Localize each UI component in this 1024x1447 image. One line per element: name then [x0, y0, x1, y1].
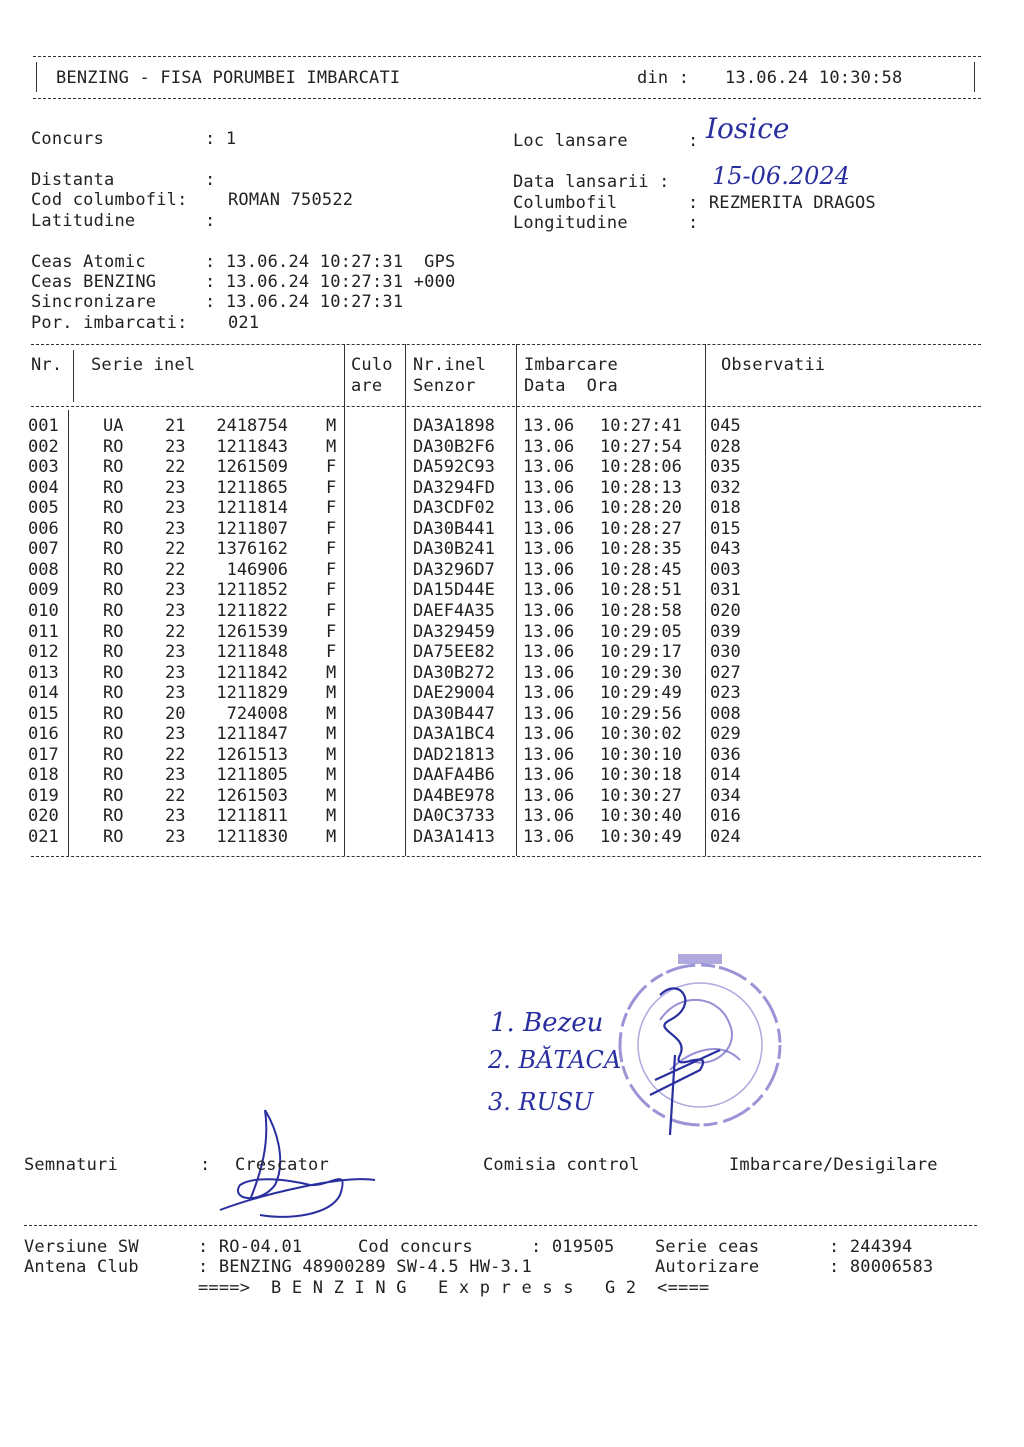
concurs-label: Concurs	[31, 129, 105, 149]
row-date: 13.06	[523, 621, 575, 642]
document-title: BENZING - FISA PORUMBEI IMBARCATI	[56, 68, 401, 88]
row-nr: 001	[28, 416, 59, 436]
row-year: 23	[165, 765, 186, 786]
row-nr: 005	[28, 498, 59, 519]
row-date: 13.06	[523, 600, 575, 621]
row-observatii: 045	[710, 416, 741, 436]
row-sex: F	[326, 580, 337, 601]
row-observatii: 024	[710, 827, 741, 847]
row-nr: 006	[28, 518, 59, 539]
row-country: RO	[103, 559, 124, 580]
col-sep-1-head	[73, 350, 74, 402]
row-year: 23	[165, 683, 186, 704]
row-observatii: 008	[710, 703, 741, 724]
row-sensor: DA30B447	[413, 703, 495, 724]
longitudine-label: Longitudine	[513, 213, 628, 233]
row-time: 10:28:27	[600, 518, 682, 539]
col-data-ora-header: Data Ora	[524, 376, 618, 396]
antena-club-label: Antena Club	[24, 1257, 139, 1277]
row-time: 10:29:49	[600, 683, 682, 704]
header-right-border	[974, 62, 975, 92]
row-time: 10:28:51	[600, 580, 682, 601]
row-year: 22	[165, 539, 186, 560]
concurs-value: : 1	[205, 129, 237, 149]
row-sensor: DA75EE82	[413, 642, 495, 663]
row-country: RO	[103, 518, 124, 539]
crescator-label: Crescator	[235, 1155, 329, 1175]
serie-ceas-value: : 244394	[829, 1237, 913, 1257]
row-sensor: DA30B241	[413, 539, 495, 560]
row-country: RO	[103, 724, 124, 745]
row-country: UA	[103, 416, 124, 436]
ceas-benzing-label: Ceas BENZING	[31, 272, 157, 292]
latitudine-label: Latitudine	[31, 211, 136, 231]
row-observatii: 035	[710, 457, 741, 478]
row-observatii: 014	[710, 765, 741, 786]
row-date: 13.06	[523, 416, 575, 436]
row-sensor: DA3294FD	[413, 477, 495, 498]
row-sensor: DAD21813	[413, 744, 495, 765]
row-observatii: 039	[710, 621, 741, 642]
col-imbarcare-header: Imbarcare	[524, 355, 618, 375]
row-sex: M	[326, 744, 337, 765]
row-year: 23	[165, 580, 186, 601]
row-ring: 1211865	[216, 477, 288, 498]
row-nr: 016	[28, 724, 59, 745]
row-observatii: 031	[710, 580, 741, 601]
versiune-sw-label: Versiune SW	[24, 1237, 139, 1257]
table-header-rule	[31, 406, 981, 407]
cod-columbofil-label: Cod columbofil:	[31, 190, 188, 210]
col-culoare-header-2: are	[351, 376, 383, 396]
row-sensor: DA3CDF02	[413, 498, 495, 519]
row-time: 10:28:35	[600, 539, 682, 560]
row-sex: M	[326, 765, 337, 786]
row-ring: 1261513	[216, 744, 288, 765]
row-sex: F	[326, 518, 337, 539]
col-nr-header: Nr.	[31, 355, 63, 375]
sincronizare-value: : 13.06.24 10:27:31	[205, 292, 404, 312]
row-date: 13.06	[523, 518, 575, 539]
row-observatii: 003	[710, 559, 741, 580]
cod-concurs-value: : 019505	[531, 1237, 615, 1257]
sincronizare-label: Sincronizare	[31, 292, 157, 312]
table-row	[0, 498, 800, 519]
table-row	[0, 580, 800, 601]
antena-club-value: : BENZING 48900289 SW-4.5 HW-3.1	[198, 1257, 532, 1277]
row-sensor: DA15D44E	[413, 580, 495, 601]
distanta-label: Distanta	[31, 170, 115, 190]
row-year: 23	[165, 724, 186, 745]
row-year: 23	[165, 518, 186, 539]
row-sensor: DA592C93	[413, 457, 495, 478]
cod-concurs-label: Cod concurs	[358, 1237, 473, 1257]
ceas-atomic-value: : 13.06.24 10:27:31 GPS	[205, 252, 456, 272]
table-row	[0, 663, 800, 684]
row-sex: M	[326, 806, 337, 827]
row-time: 10:29:56	[600, 703, 682, 724]
ceas-atomic-label: Ceas Atomic	[31, 252, 146, 272]
row-date: 13.06	[523, 724, 575, 745]
row-ring: 1211807	[216, 518, 288, 539]
row-ring: 1211842	[216, 662, 288, 683]
row-observatii: 016	[710, 806, 741, 827]
row-sex: F	[326, 642, 337, 663]
col-senzor-header: Senzor	[413, 376, 476, 396]
row-observatii: 015	[710, 518, 741, 539]
row-nr: 002	[28, 436, 59, 457]
row-time: 10:28:13	[600, 477, 682, 498]
header-left-border	[36, 62, 37, 92]
col-nrinel-header: Nr.inel	[413, 355, 487, 375]
row-nr: 009	[28, 580, 59, 601]
commission-name-1: 1. Bezeu	[490, 1008, 604, 1038]
row-year: 22	[165, 559, 186, 580]
cod-columbofil-value: ROMAN 750522	[228, 190, 354, 210]
row-country: RO	[103, 477, 124, 498]
row-date: 13.06	[523, 827, 575, 847]
serie-ceas-label: Serie ceas	[655, 1237, 760, 1257]
row-date: 13.06	[523, 539, 575, 560]
row-time: 10:27:54	[600, 436, 682, 457]
row-ring: 1211852	[216, 580, 288, 601]
row-date: 13.06	[523, 785, 575, 806]
date-label: din :	[637, 68, 690, 88]
row-sensor: DAE29004	[413, 683, 495, 704]
semnaturi-label: Semnaturi	[24, 1155, 118, 1175]
autorizare-value: : 80006583	[829, 1257, 934, 1277]
row-time: 10:29:17	[600, 642, 682, 663]
row-year: 22	[165, 744, 186, 765]
comisia-control-label: Comisia control	[483, 1155, 640, 1175]
row-year: 22	[165, 457, 186, 478]
row-sensor: DA0C3733	[413, 806, 495, 827]
row-country: RO	[103, 436, 124, 457]
row-sex: F	[326, 457, 337, 478]
row-date: 13.06	[523, 457, 575, 478]
columbofil-value: : REZMERITA DRAGOS	[688, 193, 876, 213]
row-country: RO	[103, 498, 124, 519]
row-sex: M	[326, 416, 337, 436]
row-sensor: DAEF4A35	[413, 600, 495, 621]
row-nr: 020	[28, 806, 59, 827]
table-row	[0, 827, 800, 848]
loc-lansare-colon: :	[688, 131, 699, 151]
footer-rule	[24, 1225, 977, 1226]
row-ring: 1261503	[216, 785, 288, 806]
row-ring: 2418754	[216, 416, 288, 436]
row-date: 13.06	[523, 765, 575, 786]
row-observatii: 029	[710, 724, 741, 745]
data-lansarii-label: Data lansarii :	[513, 172, 670, 192]
row-time: 10:28:58	[600, 600, 682, 621]
row-time: 10:30:27	[600, 785, 682, 806]
commission-signature	[620, 975, 730, 1145]
row-year: 20	[165, 703, 186, 724]
row-nr: 018	[28, 765, 59, 786]
row-ring: 1261509	[216, 457, 288, 478]
row-country: RO	[103, 703, 124, 724]
row-time: 10:28:20	[600, 498, 682, 519]
row-country: RO	[103, 457, 124, 478]
row-country: RO	[103, 744, 124, 765]
imbarcare-desigilare-label: Imbarcare/Desigilare	[729, 1155, 938, 1175]
row-date: 13.06	[523, 477, 575, 498]
header-top-rule	[33, 56, 981, 57]
table-row	[0, 622, 800, 643]
row-sex: M	[326, 785, 337, 806]
row-ring: 1211814	[216, 498, 288, 519]
row-nr: 003	[28, 457, 59, 478]
row-country: RO	[103, 539, 124, 560]
row-date: 13.06	[523, 683, 575, 704]
row-time: 10:27:41	[600, 416, 682, 436]
row-ring: 1211843	[216, 436, 288, 457]
col-culoare-header: Culo	[351, 355, 393, 375]
table-row	[0, 745, 800, 766]
row-ring: 1211829	[216, 683, 288, 704]
row-time: 10:29:05	[600, 621, 682, 642]
table-row	[0, 642, 800, 663]
table-row	[0, 806, 800, 827]
row-time: 10:30:10	[600, 744, 682, 765]
row-time: 10:30:49	[600, 827, 682, 847]
row-sex: M	[326, 827, 337, 847]
row-time: 10:30:40	[600, 806, 682, 827]
row-country: RO	[103, 683, 124, 704]
row-year: 23	[165, 642, 186, 663]
table-row	[0, 704, 800, 725]
row-observatii: 027	[710, 662, 741, 683]
table-row	[0, 724, 800, 745]
row-date: 13.06	[523, 662, 575, 683]
table-row	[0, 560, 800, 581]
row-observatii: 043	[710, 539, 741, 560]
row-time: 10:30:02	[600, 724, 682, 745]
row-country: RO	[103, 662, 124, 683]
row-time: 10:30:18	[600, 765, 682, 786]
row-nr: 017	[28, 744, 59, 765]
row-country: RO	[103, 621, 124, 642]
row-time: 10:28:45	[600, 559, 682, 580]
row-time: 10:28:06	[600, 457, 682, 478]
row-date: 13.06	[523, 436, 575, 457]
row-year: 23	[165, 436, 186, 457]
row-observatii: 023	[710, 683, 741, 704]
row-country: RO	[103, 785, 124, 806]
row-sensor: DA4BE978	[413, 785, 495, 806]
row-date: 13.06	[523, 559, 575, 580]
table-row	[0, 457, 800, 478]
row-sensor: DA329459	[413, 621, 495, 642]
row-date: 13.06	[523, 642, 575, 663]
table-bottom-rule	[31, 856, 981, 857]
row-sensor: DA30B2F6	[413, 436, 495, 457]
row-nr: 004	[28, 477, 59, 498]
row-ring: 1211847	[216, 724, 288, 745]
row-year: 23	[165, 477, 186, 498]
versiune-sw-value: : RO-04.01	[198, 1237, 303, 1257]
row-time: 10:29:30	[600, 662, 682, 683]
row-sensor: DA3A1413	[413, 827, 495, 847]
ceas-benzing-value: : 13.06.24 10:27:31 +000	[205, 272, 456, 292]
row-sex: F	[326, 621, 337, 642]
table-row	[0, 539, 800, 560]
commission-name-3: 3. RUSU	[488, 1088, 594, 1116]
table-row	[0, 478, 800, 499]
table-row	[0, 437, 800, 458]
col-serie-header: Serie inel	[91, 355, 196, 375]
row-year: 23	[165, 827, 186, 847]
row-observatii: 034	[710, 785, 741, 806]
semnaturi-colon: :	[200, 1155, 211, 1175]
col-observatii-header: Observatii	[721, 355, 826, 375]
row-sex: M	[326, 683, 337, 704]
row-nr: 013	[28, 662, 59, 683]
row-nr: 008	[28, 559, 59, 580]
row-nr: 014	[28, 683, 59, 704]
loc-lansare-label: Loc lansare	[513, 131, 628, 151]
row-observatii: 036	[710, 744, 741, 765]
row-sensor: DA30B441	[413, 518, 495, 539]
row-date: 13.06	[523, 744, 575, 765]
columbofil-label: Columbofil	[513, 193, 618, 213]
row-sex: F	[326, 539, 337, 560]
row-country: RO	[103, 600, 124, 621]
row-sensor: DA3A1BC4	[413, 724, 495, 745]
row-ring: 724008	[226, 703, 288, 724]
table-row	[0, 416, 800, 437]
row-date: 13.06	[523, 498, 575, 519]
print-datetime: 13.06.24 10:30:58	[725, 68, 903, 88]
row-date: 13.06	[523, 703, 575, 724]
row-sex: F	[326, 498, 337, 519]
row-sensor: DAAFA4B6	[413, 765, 495, 786]
table-row	[0, 765, 800, 786]
row-year: 22	[165, 621, 186, 642]
row-year: 23	[165, 662, 186, 683]
row-country: RO	[103, 765, 124, 786]
row-nr: 012	[28, 642, 59, 663]
autorizare-label: Autorizare	[655, 1257, 760, 1277]
row-country: RO	[103, 827, 124, 847]
row-ring: 1261539	[216, 621, 288, 642]
row-year: 23	[165, 806, 186, 827]
row-sensor: DA3296D7	[413, 559, 495, 580]
row-sex: M	[326, 703, 337, 724]
row-observatii: 028	[710, 436, 741, 457]
row-nr: 015	[28, 703, 59, 724]
row-sex: M	[326, 662, 337, 683]
row-observatii: 020	[710, 600, 741, 621]
row-ring: 1376162	[216, 539, 288, 560]
row-ring: 1211848	[216, 642, 288, 663]
row-sex: F	[326, 559, 337, 580]
row-observatii: 030	[710, 642, 741, 663]
distanta-value: :	[205, 170, 216, 190]
header-bottom-rule	[33, 98, 981, 99]
table-row	[0, 601, 800, 622]
row-ring: 146906	[226, 559, 288, 580]
row-observatii: 032	[710, 477, 741, 498]
data-lansarii-handwritten: 15-06.2024	[712, 162, 850, 190]
longitudine-value: :	[688, 213, 699, 233]
table-row	[0, 519, 800, 540]
row-country: RO	[103, 806, 124, 827]
row-country: RO	[103, 642, 124, 663]
row-year: 23	[165, 600, 186, 621]
table-row	[0, 786, 800, 807]
row-ring: 1211811	[216, 806, 288, 827]
row-ring: 1211830	[216, 827, 288, 847]
row-sex: M	[326, 436, 337, 457]
row-sensor: DA30B272	[413, 662, 495, 683]
row-ring: 1211805	[216, 765, 288, 786]
table-row	[0, 683, 800, 704]
row-nr: 019	[28, 785, 59, 806]
row-nr: 021	[28, 827, 59, 847]
row-sensor: DA3A1898	[413, 416, 495, 436]
row-date: 13.06	[523, 806, 575, 827]
row-sex: F	[326, 477, 337, 498]
porumbei-imbarcati-value: 021	[228, 313, 260, 333]
table-top-rule	[31, 344, 981, 345]
row-ring: 1211822	[216, 600, 288, 621]
row-country: RO	[103, 580, 124, 601]
row-year: 23	[165, 498, 186, 519]
row-year: 21	[165, 416, 186, 436]
row-year: 22	[165, 785, 186, 806]
row-nr: 010	[28, 600, 59, 621]
row-nr: 007	[28, 539, 59, 560]
latitudine-value: :	[205, 211, 216, 231]
porumbei-imbarcati-label: Por. imbarcati:	[31, 313, 188, 333]
row-sex: M	[326, 724, 337, 745]
row-observatii: 018	[710, 498, 741, 519]
row-sex: F	[326, 600, 337, 621]
row-date: 13.06	[523, 580, 575, 601]
commission-name-2: 2. BĂTACA	[488, 1046, 622, 1074]
benzing-brand-line: ====> B E N Z I N G E x p r e s s G 2 <====	[198, 1278, 710, 1298]
loc-lansare-handwritten: Iosice	[706, 112, 790, 145]
row-nr: 011	[28, 621, 59, 642]
